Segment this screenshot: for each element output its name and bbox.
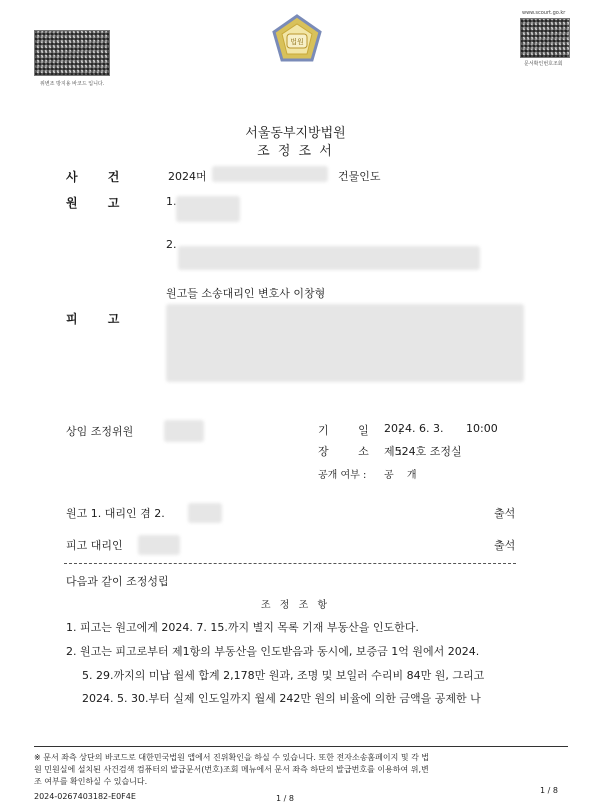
page-number-center: 1 / 8 bbox=[276, 794, 294, 803]
attendance-defendant-label: 피고 대리인 bbox=[66, 539, 123, 552]
term-1: 1. 피고는 원고에게 2024. 7. 15.까지 별지 목록 기재 부동산을 인도한다. bbox=[66, 621, 419, 634]
left-qr-code bbox=[34, 30, 110, 76]
plaintiff-item-2: 2. bbox=[166, 238, 177, 251]
defendant-redacted bbox=[166, 304, 524, 382]
attendance-defendant-status: 출석 bbox=[494, 539, 516, 552]
right-url: www.scourt.go.kr bbox=[522, 10, 566, 16]
left-qr-caption: 위변조 방지용 바코드 입니다. bbox=[40, 81, 105, 87]
plaintiff-agent: 원고들 소송대리인 변호사 이창형 bbox=[166, 287, 326, 300]
plaintiff-1-redacted bbox=[176, 196, 240, 222]
term-2-line-1: 2. 원고는 피고로부터 제1항의 부동산을 인도받음과 동시에, 보증금 1억 원에서 2024. bbox=[66, 645, 480, 658]
footer-notice-line-2: 원 민원실에 설치된 사건검색 컴퓨터의 발급문서(번호)조회 메뉴에서 문서 좌측 하단의 발급번호를 이용하여 위,변 bbox=[34, 765, 429, 774]
case-type: 건물인도 bbox=[338, 170, 381, 183]
right-qr-caption: 문서확인번호조회 bbox=[524, 61, 563, 67]
plaintiff-item-1: 1. bbox=[166, 195, 177, 208]
issue-code: 2024-0267403182-E0F4E bbox=[34, 792, 136, 801]
court-emblem-icon bbox=[268, 12, 326, 70]
right-qr-code bbox=[520, 18, 570, 58]
case-label: 사 건 bbox=[66, 170, 120, 184]
case-number-redacted bbox=[212, 166, 328, 182]
plaintiff-2-redacted bbox=[178, 246, 480, 270]
document-title: 조 정 조 서 bbox=[257, 144, 334, 159]
place-label: 장 소 : bbox=[318, 445, 402, 458]
defendant-label: 피 고 bbox=[66, 312, 120, 326]
divider-dashed bbox=[64, 563, 516, 564]
result-text: 다음과 같이 조정성립 bbox=[66, 575, 169, 588]
footer-notice-line-3: 조 여부를 확인하실 수 있습니다. bbox=[34, 777, 148, 786]
footer-divider bbox=[34, 746, 568, 747]
footer-notice-line-1: ※ 문서 좌측 상단의 바코드로 대한민국법원 앱에서 진위확인을 하실 수 있습니다. 또한 전자소송홈페이지 및 각 법 bbox=[34, 753, 430, 762]
terms-title: 조 정 조 항 bbox=[260, 600, 331, 611]
place-value: 제524호 조정실 bbox=[384, 445, 462, 458]
attendance-plaintiff-label: 원고 1. 대리인 겸 2. bbox=[66, 507, 165, 520]
court-name: 서울동부지방법원 bbox=[245, 126, 346, 141]
time-value: 10:00 bbox=[466, 422, 498, 435]
date-value: 2024. 6. 3. bbox=[384, 422, 444, 435]
mediator-label: 상임 조정위원 bbox=[66, 425, 134, 438]
case-number: 2024머 bbox=[168, 170, 207, 183]
emblem-label: 법원 bbox=[290, 38, 304, 46]
public-value: 공 개 bbox=[384, 470, 417, 481]
attendance-plaintiff-status: 출석 bbox=[494, 507, 516, 520]
mediator-redacted bbox=[164, 420, 204, 442]
page-number-right: 1 / 8 bbox=[540, 786, 558, 795]
term-2-line-2: 5. 29.까지의 미납 월세 합계 2,178만 원과, 조명 및 보일러 수리비 84만 원, 그리고 bbox=[82, 669, 485, 682]
date-label: 기 일 : bbox=[318, 424, 402, 437]
attendance-plaintiff-redacted bbox=[188, 503, 222, 523]
public-label: 공개 여부 : bbox=[318, 470, 367, 481]
plaintiff-label: 원 고 bbox=[66, 196, 120, 210]
attendance-defendant-redacted bbox=[138, 535, 180, 555]
term-2-line-3: 2024. 5. 30.부터 실제 인도일까지 월세 242만 원의 비율에 의한 금액을 공제한 나 bbox=[82, 692, 481, 705]
